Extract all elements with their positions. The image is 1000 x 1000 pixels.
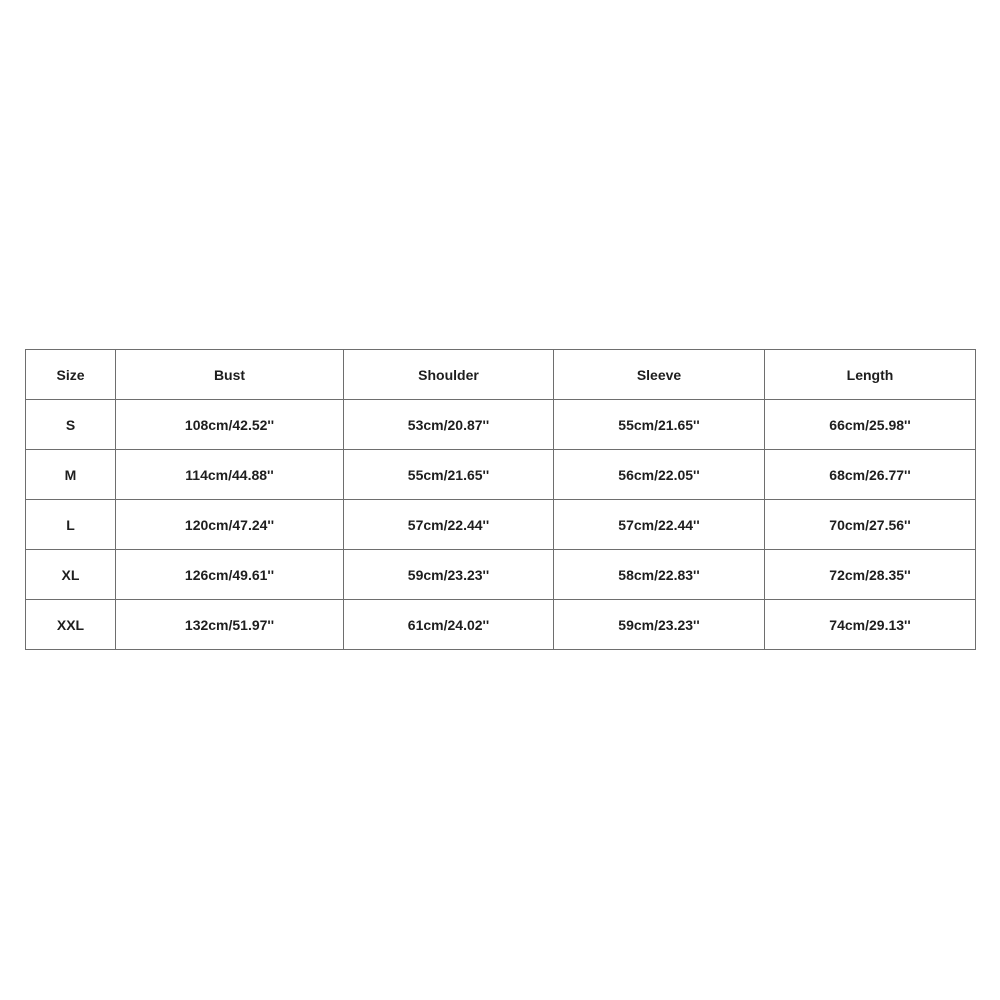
- cell-sleeve: 55cm/21.65'': [554, 400, 765, 450]
- cell-length: 74cm/29.13'': [765, 600, 976, 650]
- cell-sleeve: 58cm/22.83'': [554, 550, 765, 600]
- header-shoulder: Shoulder: [344, 350, 554, 400]
- table-row: [26, 550, 976, 600]
- cell-size: L: [26, 500, 116, 550]
- header-length: Length: [765, 350, 976, 400]
- cell-sleeve: 56cm/22.05'': [554, 450, 765, 500]
- cell-size: XXL: [26, 600, 116, 650]
- cell-bust: 126cm/49.61'': [116, 550, 344, 600]
- table-row: [26, 450, 976, 500]
- cell-length: 66cm/25.98'': [765, 400, 976, 450]
- cell-bust: 132cm/51.97'': [116, 600, 344, 650]
- cell-bust: 120cm/47.24'': [116, 500, 344, 550]
- cell-bust: 114cm/44.88'': [116, 450, 344, 500]
- cell-size: M: [26, 450, 116, 500]
- cell-length: 68cm/26.77'': [765, 450, 976, 500]
- cell-sleeve: 59cm/23.23'': [554, 600, 765, 650]
- table-row: [26, 500, 976, 550]
- table-row: [26, 400, 976, 450]
- cell-length: 72cm/28.35'': [765, 550, 976, 600]
- cell-sleeve: 57cm/22.44'': [554, 500, 765, 550]
- header-size: Size: [26, 350, 116, 400]
- table-header-row: [26, 350, 976, 400]
- cell-length: 70cm/27.56'': [765, 500, 976, 550]
- cell-shoulder: 59cm/23.23'': [344, 550, 554, 600]
- cell-shoulder: 57cm/22.44'': [344, 500, 554, 550]
- cell-shoulder: 53cm/20.87'': [344, 400, 554, 450]
- cell-shoulder: 55cm/21.65'': [344, 450, 554, 500]
- table-row: [26, 600, 976, 650]
- header-bust: Bust: [116, 350, 344, 400]
- cell-bust: 108cm/42.52'': [116, 400, 344, 450]
- size-chart-table: [25, 349, 976, 650]
- cell-shoulder: 61cm/24.02'': [344, 600, 554, 650]
- header-sleeve: Sleeve: [554, 350, 765, 400]
- cell-size: XL: [26, 550, 116, 600]
- cell-size: S: [26, 400, 116, 450]
